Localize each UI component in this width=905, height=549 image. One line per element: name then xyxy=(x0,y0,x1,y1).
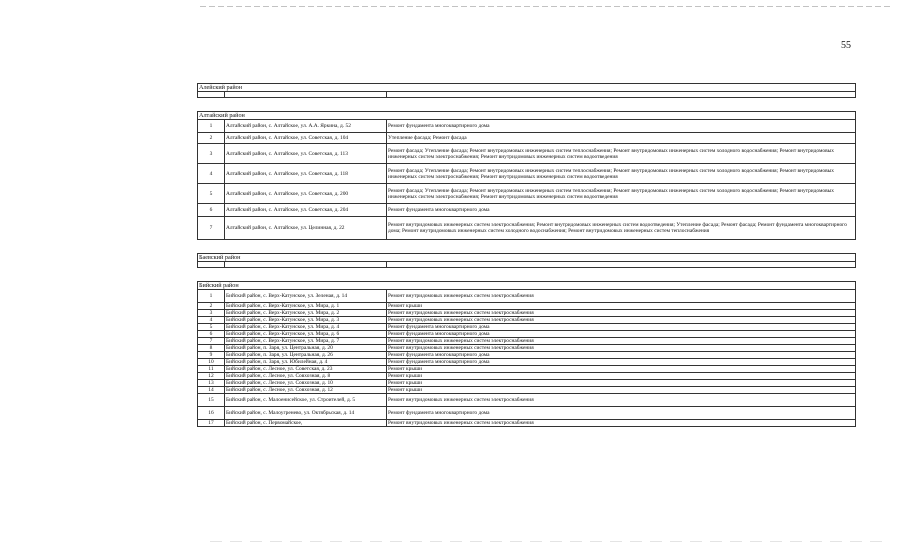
address-cell: Алтайский район, с. Алтайское, ул. Советская, д. 113 xyxy=(225,144,387,164)
scan-artifact-top xyxy=(200,6,890,7)
table-row xyxy=(198,120,856,133)
address-cell: Бийский район, с. Верх-Катунское, ул. Мира, д. 1 xyxy=(225,303,387,310)
district-header-row xyxy=(198,254,856,262)
table-row xyxy=(198,387,856,394)
table-row xyxy=(198,184,856,204)
row-number: 4 xyxy=(198,164,225,184)
works-cell: Ремонт фундамента многоквартирного дома xyxy=(387,120,856,133)
works-cell: Ремонт фасада; Утепление фасада; Ремонт внутридомовых инженерных систем теплоснабжения; Ремонт внутридомовых инженерных систем холодного водоснабжения; Ремонт внутридомовых инженерных систем электроснабжения; Ремонт внутридомовых инженерных систем водоотведения xyxy=(387,184,856,204)
works-cell: Ремонт фундамента многоквартирного дома xyxy=(387,407,856,420)
table-row xyxy=(198,317,856,324)
address-cell: Бийский район, с. Малоугренево, ул. Октябрьская, д. 14 xyxy=(225,407,387,420)
row-number: 4 xyxy=(198,317,225,324)
table-row xyxy=(198,133,856,144)
table-row xyxy=(198,310,856,317)
table-row xyxy=(198,373,856,380)
row-number: 9 xyxy=(198,352,225,359)
table-row xyxy=(198,164,856,184)
table-row xyxy=(198,394,856,407)
works-cell: Утепление фасада; Ремонт фасада xyxy=(387,133,856,144)
address-cell: Бийский район, с. Малоенисейское, ул. Строителей, д. 5 xyxy=(225,394,387,407)
address-cell: Бийский район, с. Лесное, ул. Совхозная, д. 8 xyxy=(225,373,387,380)
row-number: 16 xyxy=(198,407,225,420)
works-cell: Ремонт крыши xyxy=(387,380,856,387)
address-cell: Бийский район, с. Верх-Катунское, ул. Мира, д. 7 xyxy=(225,338,387,345)
row-number: 2 xyxy=(198,303,225,310)
works-cell: Ремонт фундамента многоквартирного дома xyxy=(387,352,856,359)
table-body xyxy=(198,84,856,427)
district-name: Алтайский район xyxy=(198,112,856,120)
address-cell: Алтайский район, с. Алтайское, ул. А.А. Яркина, д. 52 xyxy=(225,120,387,133)
row-number: 17 xyxy=(198,420,225,427)
address-cell: Бийский район, п. Заря, ул. Юбилейная, д. 4 xyxy=(225,359,387,366)
table-row xyxy=(198,331,856,338)
address-cell: Бийский район, с. Верх-Катунское, ул. Мира, д. 3 xyxy=(225,317,387,324)
address-cell: Алтайский район, с. Алтайское, ул. Советская, д. 204 xyxy=(225,204,387,217)
district-header-row xyxy=(198,112,856,120)
empty-cell xyxy=(198,240,856,254)
row-number: 7 xyxy=(198,338,225,345)
address-cell: Бийский район, с. Первомайское, xyxy=(225,420,387,427)
row-number: 1 xyxy=(198,290,225,303)
row-number: 14 xyxy=(198,387,225,394)
row-number: 5 xyxy=(198,324,225,331)
district-name: Баевский район xyxy=(198,254,856,262)
address-cell: Бийский район, с. Верх-Катунское, ул. Мира, д. 2 xyxy=(225,310,387,317)
works-cell: Ремонт внутридомовых инженерных систем электроснабжения xyxy=(387,290,856,303)
works-cell: Ремонт фасада; Утепление фасада; Ремонт внутридомовых инженерных систем теплоснабжения; Ремонт внутридомовых инженерных систем холодного водоснабжения; Ремонт внутридомовых инженерных систем электроснабжения; Ремонт внутридомовых инженерных систем водоотведения xyxy=(387,144,856,164)
table-row xyxy=(198,324,856,331)
table-row xyxy=(198,144,856,164)
table-row xyxy=(198,352,856,359)
address-cell: Бийский район, с. Лесное, ул. Советская, д. 23 xyxy=(225,366,387,373)
address-cell: Бийский район, с. Верх-Катунское, ул. Мира, д. 6 xyxy=(225,331,387,338)
works-cell: Ремонт внутридомовых инженерных систем электроснабжения xyxy=(387,345,856,352)
row-number: 8 xyxy=(198,345,225,352)
row-number: 6 xyxy=(198,331,225,338)
row-number: 6 xyxy=(198,204,225,217)
works-cell: Ремонт фундамента многоквартирного дома xyxy=(387,324,856,331)
district-header-row xyxy=(198,84,856,92)
address-cell: Бийский район, с. Лесное, ул. Совхозная, д. 12 xyxy=(225,387,387,394)
address-cell: Алтайский район, с. Алтайское, ул. Целинная, д. 22 xyxy=(225,217,387,240)
works-cell: Ремонт фасада; Утепление фасада; Ремонт внутридомовых инженерных систем теплоснабжения; Ремонт внутридомовых инженерных систем холодного водоснабжения; Ремонт внутридомовых инженерных систем электроснабжения; Ремонт внутридомовых инженерных систем водоотведения xyxy=(387,164,856,184)
row-number: 13 xyxy=(198,380,225,387)
table-row xyxy=(198,290,856,303)
address-cell: Бийский район, п. Заря, ул. Центральная, д. 26 xyxy=(225,352,387,359)
address-cell: Бийский район, с. Верх-Катунское, ул. Мира, д. 4 xyxy=(225,324,387,331)
table-row xyxy=(198,407,856,420)
works-cell: Ремонт внутридомовых инженерных систем электроснабжения xyxy=(387,310,856,317)
address-cell: Алтайский район, с. Алтайское, ул. Советская, д. 104 xyxy=(225,133,387,144)
table-row xyxy=(198,380,856,387)
table-row xyxy=(198,217,856,240)
row-number: 7 xyxy=(198,217,225,240)
empty-cell xyxy=(198,268,856,282)
works-cell: Ремонт внутридомовых инженерных систем электроснабжения xyxy=(387,394,856,407)
works-cell: Ремонт фундамента многоквартирного дома xyxy=(387,331,856,338)
district-name: Бийский район xyxy=(198,282,856,290)
row-number: 12 xyxy=(198,373,225,380)
page-number: 55 xyxy=(841,40,851,51)
address-cell: Бийский район, с. Лесное, ул. Совхозная, д. 10 xyxy=(225,380,387,387)
works-cell: Ремонт фундамента многоквартирного дома xyxy=(387,359,856,366)
row-number: 10 xyxy=(198,359,225,366)
works-cell: Ремонт внутридомовых инженерных систем электроснабжения xyxy=(387,420,856,427)
table-row xyxy=(198,359,856,366)
section-gap-row xyxy=(198,98,856,112)
table-row xyxy=(198,338,856,345)
table-row xyxy=(198,366,856,373)
section-gap-row xyxy=(198,268,856,282)
works-cell: Ремонт крыши xyxy=(387,387,856,394)
works-cell: Ремонт фундамента многоквартирного дома xyxy=(387,204,856,217)
row-number: 1 xyxy=(198,120,225,133)
works-cell: Ремонт крыши xyxy=(387,303,856,310)
works-cell: Ремонт крыши xyxy=(387,366,856,373)
row-number: 3 xyxy=(198,144,225,164)
works-cell: Ремонт внутридомовых инженерных систем электроснабжения; Ремонт внутридомовых инженерных систем водоотведения; Утепление фасада; Ремонт фасада; Ремонт фундамента многоквартирного дома; Ремонт внутридомовых инженерных систем холодного водоснабжения; Ремонт внутридомовых инженерных систем теплоснабжения xyxy=(387,217,856,240)
empty-cell xyxy=(198,98,856,112)
row-number: 5 xyxy=(198,184,225,204)
table-row xyxy=(198,303,856,310)
table-row xyxy=(198,204,856,217)
scan-artifact-bottom xyxy=(210,541,890,542)
district-header-row xyxy=(198,282,856,290)
works-cell: Ремонт крыши xyxy=(387,373,856,380)
works-cell: Ремонт внутридомовых инженерных систем электроснабжения xyxy=(387,317,856,324)
table-row xyxy=(198,420,856,427)
address-cell: Бийский район, с. Верх-Катунское, ул. Зеленая, д. 14 xyxy=(225,290,387,303)
district-name: Алейский район xyxy=(198,84,856,92)
row-number: 3 xyxy=(198,310,225,317)
address-cell: Алтайский район, с. Алтайское, ул. Советская, д. 118 xyxy=(225,164,387,184)
section-gap-row xyxy=(198,240,856,254)
row-number: 15 xyxy=(198,394,225,407)
works-cell: Ремонт внутридомовых инженерных систем электроснабжения xyxy=(387,338,856,345)
table-row xyxy=(198,345,856,352)
row-number: 2 xyxy=(198,133,225,144)
address-cell: Бийский район, п. Заря, ул. Центральная, д. 20 xyxy=(225,345,387,352)
row-number: 11 xyxy=(198,366,225,373)
address-cell: Алтайский район, с. Алтайское, ул. Советская, д. 200 xyxy=(225,184,387,204)
repair-works-table xyxy=(197,83,856,427)
